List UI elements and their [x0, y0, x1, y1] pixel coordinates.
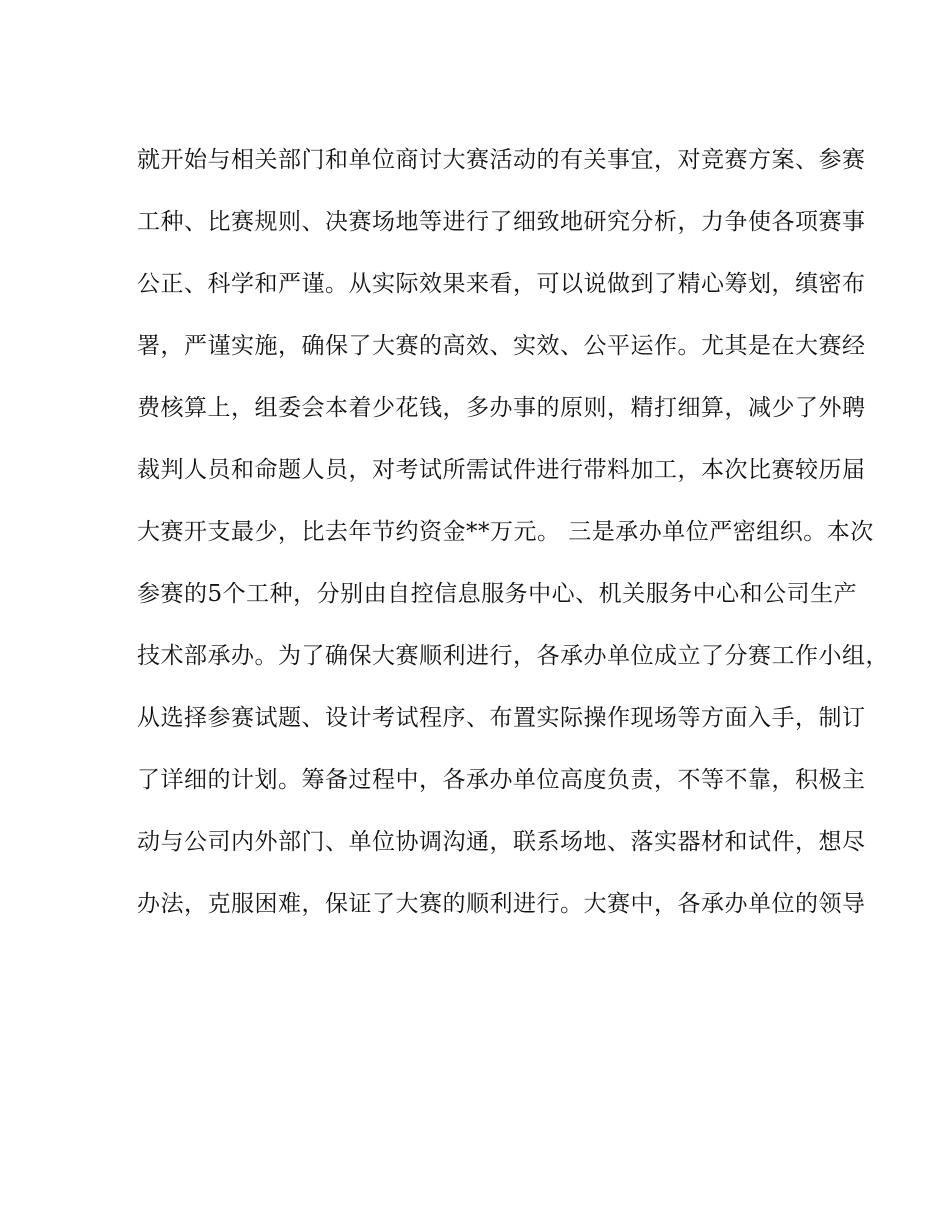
text-line-3: 公正、科学和严谨。从实际效果来看，可以说做到了精心筹划，缜密布: [137, 271, 866, 297]
body-text: [137, 140, 889, 946]
text-line-9: 技术部承办。为了确保大赛顺利进行，各承办单位成立了分赛工作小组，: [137, 643, 889, 669]
text-line-1: 就开始与相关部门和单位商讨大赛活动的有关事宜，对竞赛方案、参赛: [137, 147, 866, 173]
text-line-2: 工种、比赛规则、决赛场地等进行了细致地研究分析，力争使各项赛事: [137, 209, 866, 235]
text-line-11: 了详细的计划。筹备过程中，各承办单位高度负责，不等不靠，积极主: [137, 767, 866, 793]
text-line-4: 署，严谨实施，确保了大赛的高效、实效、公平运作。尤其是在大赛经: [137, 333, 866, 359]
text-line-8: 参赛的5个工种，分别由自控信息服务中心、机关服务中心和公司生产: [137, 581, 858, 607]
text-line-7: 大赛开支最少，比去年节约资金**万元。 三是承办单位严密组织。本次: [137, 519, 874, 545]
text-line-6: 裁判人员和命题人员，对考试所需试件进行带料加工，本次比赛较历届: [137, 457, 866, 483]
text-line-12: 动与公司内外部门、单位协调沟通，联系场地、落实器材和试件，想尽: [137, 829, 866, 855]
text-line-10: 从选择参赛试题、设计考试程序、布置实际操作现场等方面入手，制订: [137, 705, 866, 731]
text-line-5: 费核算上，组委会本着少花钱，多办事的原则，精打细算，减少了外聘: [137, 395, 866, 421]
text-line-13: 办法，克服困难，保证了大赛的顺利进行。大赛中，各承办单位的领导: [137, 891, 866, 917]
